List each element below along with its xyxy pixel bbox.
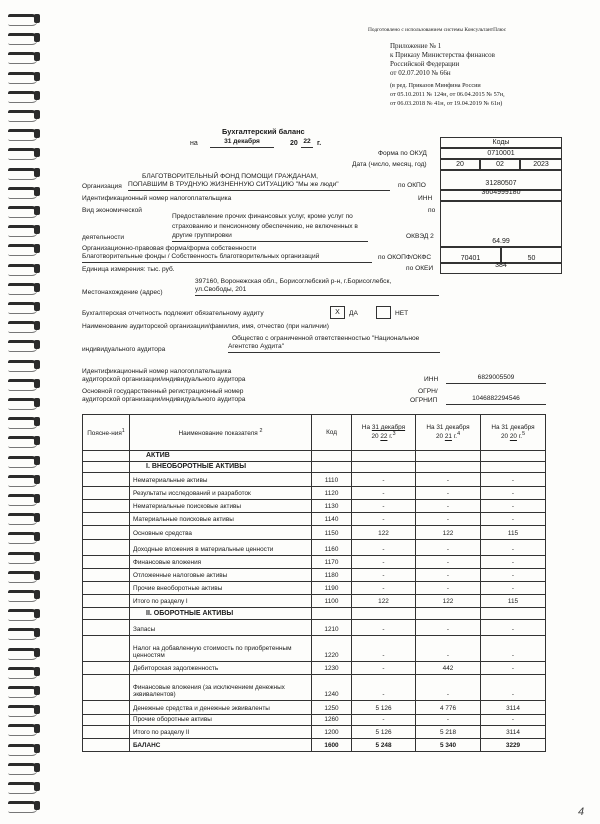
- table-row: [83, 487, 546, 500]
- activity-line2: страхованию и пенсионному обеспечению, не включенных в: [172, 223, 358, 230]
- okved-pre-label: по: [428, 207, 436, 214]
- value-2020-cell: -: [481, 569, 546, 582]
- value-2021-cell: 5 340: [416, 739, 481, 752]
- aud-inn-code-label: ИНН: [424, 376, 439, 383]
- value-2021-cell: -: [416, 556, 481, 569]
- section1-row: [83, 462, 546, 473]
- value-2022-cell: -: [352, 636, 416, 662]
- value-2021-cell: -: [416, 540, 481, 556]
- binding-ring: [8, 494, 38, 506]
- note-cell: [83, 556, 130, 569]
- value-2022-cell: 122: [352, 595, 416, 608]
- value-cell: [481, 451, 546, 462]
- note-cell: [83, 608, 130, 620]
- value-2022-cell: -: [352, 556, 416, 569]
- okei-label: по ОКЕИ: [406, 265, 434, 272]
- col-code-header: Код: [312, 415, 352, 451]
- code-cell: [312, 608, 352, 620]
- appendix-line: от 02.07.2010 № 66н: [390, 69, 451, 77]
- title-date-day: 31 декабря: [210, 138, 274, 148]
- col-year1-g: г.: [389, 433, 393, 441]
- value-2021-cell: -: [416, 513, 481, 526]
- note-cell: [83, 540, 130, 556]
- aud-inn-label-1: Идентификационный номер налогоплательщика: [82, 368, 232, 375]
- code-cell: 1110: [312, 473, 352, 487]
- okpo-label: по ОКПО: [398, 182, 426, 189]
- binding-ring: [8, 360, 38, 372]
- okopf-value: 70401: [440, 247, 501, 263]
- table-row: [83, 500, 546, 513]
- binding-ring: [8, 782, 38, 794]
- col-year2-pre: 20: [435, 433, 444, 441]
- indicator-name-cell: Финансовые вложения: [130, 556, 312, 569]
- address-line1: 397160, Воронежская обл., Борисоглебский р-н, г.Борисоглебск,: [195, 278, 392, 285]
- note-cell: [83, 500, 130, 513]
- audit-no-checkbox[interactable]: [376, 306, 391, 319]
- auditor-name-line1: Общество с ограниченной ответственностью "Национальное: [232, 335, 420, 342]
- note-cell: [83, 526, 130, 540]
- table-header-row: [83, 415, 546, 451]
- code-cell: 1140: [312, 513, 352, 526]
- col-year3-g: г.: [518, 433, 523, 441]
- col-year2-header: [416, 415, 481, 451]
- indicator-name-cell: Финансовые вложения (за исключением денежных эквивалентов): [130, 675, 312, 701]
- note-cell: [83, 620, 130, 636]
- okved-value: 64.99: [440, 201, 562, 247]
- audit-yes-checkbox[interactable]: X: [330, 306, 345, 319]
- indicator-name-cell: Нематериальные поисковые активы: [130, 500, 312, 513]
- value-cell: [481, 462, 546, 473]
- indicator-name-cell: Прочие внеоборотные активы: [130, 582, 312, 595]
- binding-ring: [8, 724, 38, 736]
- value-cell: [352, 608, 416, 620]
- value-2020-cell: 3114: [481, 726, 546, 739]
- indicator-name-cell: Итого по разделу II: [130, 726, 312, 739]
- note-cell: [83, 487, 130, 500]
- table-row: [83, 739, 546, 752]
- col-note-header: [83, 415, 130, 451]
- binding-ring: [8, 801, 38, 813]
- code-cell: 1160: [312, 540, 352, 556]
- indicator-name-cell: Дебиторская задолженность: [130, 662, 312, 675]
- value-2021-cell: 4 776: [416, 701, 481, 715]
- table-row: [83, 701, 546, 715]
- binding-ring: [8, 33, 38, 45]
- page-title: Бухгалтерский баланс: [222, 127, 305, 136]
- code-cell: 1150: [312, 526, 352, 540]
- code-cell: 1220: [312, 636, 352, 662]
- auditor-label-1: Наименование аудиторской организации/фамилия, имя, отчество (при наличии): [82, 323, 329, 330]
- value-2021-cell: -: [416, 636, 481, 662]
- code-cell: 1100: [312, 595, 352, 608]
- section2-title: II. ОБОРОТНЫЕ АКТИВЫ: [130, 608, 312, 620]
- table-row: [83, 595, 546, 608]
- audit-yes-label: ДА: [349, 310, 358, 317]
- value-2020-cell: -: [481, 582, 546, 595]
- binding-ring: [8, 513, 38, 525]
- binding-ring: [8, 571, 38, 583]
- org-name-line1: БЛАГОТВОРИТЕЛЬНЫЙ ФОНД ПОМОЩИ ГРАЖДАНАМ,: [142, 173, 318, 180]
- binding-ring: [8, 168, 38, 180]
- binding-ring: [8, 52, 38, 64]
- date-label: Дата (число, месяц, год): [352, 161, 427, 168]
- col-year2-sup: 4: [457, 431, 461, 438]
- value-2020-cell: -: [481, 620, 546, 636]
- value-2020-cell: -: [481, 556, 546, 569]
- codes-header: Коды: [440, 137, 562, 148]
- binding-ring: [8, 590, 38, 602]
- binding-ring: [8, 187, 38, 199]
- code-cell: 1230: [312, 662, 352, 675]
- value-2021-cell: -: [416, 500, 481, 513]
- value-2021-cell: -: [416, 675, 481, 701]
- value-2020-cell: 3114: [481, 701, 546, 715]
- table-row: [83, 513, 546, 526]
- binding-ring: [8, 552, 38, 564]
- section-assets-row: [83, 451, 546, 462]
- appendix-line: Приложение № 1: [390, 42, 442, 50]
- binding-ring: [8, 110, 38, 122]
- section-assets-title: АКТИВ: [130, 451, 312, 462]
- note-cell: [83, 462, 130, 473]
- inn-value: 3604999180: [440, 190, 562, 201]
- note-cell: [83, 701, 130, 715]
- value-cell: [416, 462, 481, 473]
- date-year: 2023: [520, 159, 562, 170]
- activity-label-1: Вид экономической: [82, 207, 142, 214]
- value-2022-cell: -: [352, 487, 416, 500]
- col-year3-header: [481, 415, 546, 451]
- binding-ring: [8, 705, 38, 717]
- note-cell: [83, 513, 130, 526]
- indicator-name-cell: Итого по разделу I: [130, 595, 312, 608]
- ogrn-label-2: аудиторской организации/индивидуального аудитора: [82, 396, 246, 403]
- col-year2-yr: 21: [444, 433, 452, 441]
- binding-ring: [8, 436, 38, 448]
- value-2020-cell: 115: [481, 526, 546, 540]
- value-2020-cell: -: [481, 636, 546, 662]
- aud-inn-value: 6829005509: [446, 374, 546, 384]
- section2-row: [83, 608, 546, 620]
- code-cell: [312, 451, 352, 462]
- value-2022-cell: -: [352, 662, 416, 675]
- okud-label: Форма по ОКУД: [378, 150, 427, 157]
- value-cell: [352, 462, 416, 473]
- inn-label: Идентификационный номер налогоплательщика: [82, 195, 232, 202]
- table-row: [83, 662, 546, 675]
- col-note-text: Поясне-ния: [87, 429, 122, 437]
- table-row: [83, 636, 546, 662]
- balance-table: [82, 414, 546, 752]
- value-2022-cell: -: [352, 582, 416, 595]
- ogrn-code-label-1: ОГРН/: [418, 388, 438, 395]
- col-year1-yr: 22: [380, 433, 388, 441]
- note-cell: [83, 636, 130, 662]
- value-2020-cell: 115: [481, 595, 546, 608]
- edit-note: от 06.03.2018 № 41н, от 19.04.2019 № 61н): [390, 100, 503, 107]
- value-2020-cell: -: [481, 500, 546, 513]
- value-2022-cell: -: [352, 715, 416, 726]
- table-row: [83, 715, 546, 726]
- value-2022-cell: -: [352, 513, 416, 526]
- col-year1-on: На: [361, 423, 371, 431]
- indicator-name-cell: Прочие оборотные активы: [130, 715, 312, 726]
- value-2020-cell: -: [481, 715, 546, 726]
- binding-ring: [8, 129, 38, 141]
- value-2020-cell: -: [481, 487, 546, 500]
- value-2021-cell: -: [416, 715, 481, 726]
- activity-line3: другие группировки: [172, 232, 368, 242]
- org-label: Организация: [82, 183, 122, 190]
- appendix-line: к Приказу Министерства финансов: [390, 51, 495, 59]
- table-row: [83, 540, 546, 556]
- value-2022-cell: -: [352, 620, 416, 636]
- col-name-text: Наименование показателя: [178, 429, 258, 437]
- value-2021-cell: -: [416, 569, 481, 582]
- value-2022-cell: -: [352, 473, 416, 487]
- binding-ring: [8, 475, 38, 487]
- unit-label: Единица измерения: тыс. руб.: [82, 266, 175, 273]
- activity-label-2: деятельности: [82, 234, 125, 241]
- address-line2: ул.Свободы, 201: [195, 286, 439, 296]
- binding-ring: [8, 321, 38, 333]
- binding-ring: [8, 686, 38, 698]
- code-cell: 1190: [312, 582, 352, 595]
- address-label: Местонахождение (адрес): [82, 289, 163, 296]
- value-2020-cell: -: [481, 662, 546, 675]
- value-2022-cell: -: [352, 540, 416, 556]
- table-row: [83, 473, 546, 487]
- note-cell: [83, 739, 130, 752]
- binding-ring: [8, 398, 38, 410]
- edit-note: (в ред. Приказов Минфина России: [390, 82, 481, 89]
- date-day: 20: [440, 159, 480, 170]
- value-cell: [416, 451, 481, 462]
- value-cell: [416, 608, 481, 620]
- note-cell: [83, 595, 130, 608]
- value-2021-cell: 122: [416, 526, 481, 540]
- opf-label: Организационно-правовая форма/форма собственности: [82, 245, 257, 252]
- value-2022-cell: -: [352, 500, 416, 513]
- indicator-name-cell: Запасы: [130, 620, 312, 636]
- opf-value: Благотворительные фонды / Собственность благотворительных организаций: [82, 253, 372, 263]
- value-2021-cell: 442: [416, 662, 481, 675]
- okopf-label: по ОКОПФ/ОКФС: [378, 254, 432, 261]
- binding-ring: [8, 264, 38, 276]
- col-year1-sup: 3: [392, 431, 396, 438]
- binding-ring: [8, 302, 38, 314]
- prepared-by-note: Подготовлено с использованием системы КонсультантПлюс: [368, 27, 507, 33]
- code-cell: 1180: [312, 569, 352, 582]
- indicator-name-cell: Основные средства: [130, 526, 312, 540]
- spiral-binding: [0, 0, 46, 824]
- binding-ring: [8, 91, 38, 103]
- table-row: [83, 556, 546, 569]
- binding-ring: [8, 14, 38, 26]
- code-cell: 1250: [312, 701, 352, 715]
- col-year3-pre: 20: [500, 433, 509, 441]
- auditor-label-2: индивидуального аудитора: [82, 346, 166, 353]
- note-cell: [83, 726, 130, 739]
- value-2022-cell: 122: [352, 526, 416, 540]
- indicator-name-cell: Материальные поисковые активы: [130, 513, 312, 526]
- page-number: 4: [578, 806, 585, 818]
- binding-ring: [8, 283, 38, 295]
- ogrn-value: 1046882294546: [446, 395, 546, 405]
- value-2022-cell: -: [352, 675, 416, 701]
- binding-ring: [8, 456, 38, 468]
- col-year3-yr: 20: [509, 433, 517, 441]
- code-cell: 1210: [312, 620, 352, 636]
- note-cell: [83, 662, 130, 675]
- indicator-name-cell: Результаты исследований и разработок: [130, 487, 312, 500]
- section1-title: I. ВНЕОБОРОТНЫЕ АКТИВЫ: [130, 462, 312, 473]
- okpo-value: 31280507: [440, 170, 562, 190]
- value-2021-cell: -: [416, 473, 481, 487]
- indicator-name-cell: БАЛАНС: [130, 739, 312, 752]
- okei-value: 384: [440, 263, 562, 274]
- binding-ring: [8, 206, 38, 218]
- value-2022-cell: -: [352, 569, 416, 582]
- org-name-line2: ПОПАВШИМ В ТРУДНУЮ ЖИЗНЕННУЮ СИТУАЦИЮ "Мы же люди": [128, 181, 390, 191]
- binding-ring: [8, 417, 38, 429]
- okved-label: ОКВЭД 2: [406, 233, 434, 240]
- value-2020-cell: 3229: [481, 739, 546, 752]
- code-cell: 1120: [312, 487, 352, 500]
- col-year2-g: г.: [453, 433, 458, 441]
- col-year1-header: [352, 415, 416, 451]
- audit-no-label: НЕТ: [395, 310, 409, 317]
- okfs-value: 50: [501, 247, 562, 263]
- binding-ring: [8, 72, 38, 84]
- edit-note: от 05.10.2011 № 124н, от 06.04.2015 № 57н,: [390, 91, 505, 98]
- binding-ring: [8, 340, 38, 352]
- binding-ring: [8, 379, 38, 391]
- binding-ring: [8, 744, 38, 756]
- binding-ring: [8, 763, 38, 775]
- binding-ring: [8, 148, 38, 160]
- col-year3-sup: 5: [522, 431, 526, 438]
- indicator-name-cell: Отложенные налоговые активы: [130, 569, 312, 582]
- ogrn-label-1: Основной государственный регистрационный номер: [82, 388, 244, 395]
- value-2021-cell: 122: [416, 595, 481, 608]
- col-year1-pre: 20: [371, 433, 379, 441]
- value-2020-cell: -: [481, 473, 546, 487]
- title-date-prefix: на: [190, 140, 198, 147]
- note-cell: [83, 582, 130, 595]
- binding-ring: [8, 628, 38, 640]
- value-2021-cell: 5 218: [416, 726, 481, 739]
- binding-ring: [8, 225, 38, 237]
- okud-value: 0710001: [440, 148, 562, 159]
- binding-ring: [8, 609, 38, 621]
- value-cell: [352, 451, 416, 462]
- value-2021-cell: -: [416, 487, 481, 500]
- value-2020-cell: -: [481, 513, 546, 526]
- appendix-line: Российской Федерации: [390, 60, 460, 68]
- title-year-suffix: г.: [317, 140, 322, 147]
- ogrn-code-label-2: ОГРНИП: [410, 397, 438, 404]
- col-name-sup: 2: [259, 427, 263, 434]
- title-year: 22: [301, 138, 313, 148]
- activity-line1: Предоставление прочих финансовых услуг, кроме услуг по: [172, 213, 353, 220]
- value-2021-cell: -: [416, 582, 481, 595]
- code-cell: 1200: [312, 726, 352, 739]
- aud-inn-label-2: аудиторской организации/индивидуального аудитора: [82, 376, 246, 383]
- code-cell: 1240: [312, 675, 352, 701]
- code-cell: [312, 462, 352, 473]
- binding-ring: [8, 532, 38, 544]
- table-row: [83, 569, 546, 582]
- note-cell: [83, 675, 130, 701]
- value-2022-cell: 5 248: [352, 739, 416, 752]
- indicator-name-cell: Налог на добавленную стоимость по приобретенным ценностям: [130, 636, 312, 662]
- auditor-name-line2: Агентство Аудита": [228, 343, 440, 353]
- indicator-name-cell: Доходные вложения в материальные ценности: [130, 540, 312, 556]
- col-name-header: [130, 415, 312, 451]
- code-cell: 1170: [312, 556, 352, 569]
- value-2022-cell: 5 126: [352, 701, 416, 715]
- col-note-sup: 1: [121, 427, 125, 434]
- value-2020-cell: -: [481, 675, 546, 701]
- binding-ring: [8, 667, 38, 679]
- title-year-prefix: 20: [290, 140, 298, 147]
- table-row: [83, 620, 546, 636]
- date-month: 02: [480, 159, 520, 170]
- appendix-header: [390, 42, 580, 108]
- note-cell: [83, 569, 130, 582]
- table-row: [83, 582, 546, 595]
- value-2021-cell: -: [416, 620, 481, 636]
- table-row: [83, 526, 546, 540]
- code-cell: 1600: [312, 739, 352, 752]
- code-cell: 1260: [312, 715, 352, 726]
- indicator-name-cell: Нематериальные активы: [130, 473, 312, 487]
- binding-ring: [8, 244, 38, 256]
- indicator-name-cell: Денежные средства и денежные эквиваленты: [130, 701, 312, 715]
- audit-subject-label: Бухгалтерская отчетность подлежит обязательному аудиту: [82, 310, 264, 317]
- col-year3-on: На 31 декабря: [491, 423, 535, 431]
- value-2020-cell: -: [481, 540, 546, 556]
- note-cell: [83, 451, 130, 462]
- note-cell: [83, 473, 130, 487]
- col-year2-on: На 31 декабря: [426, 423, 470, 431]
- value-2022-cell: 5 126: [352, 726, 416, 739]
- col-year1-day: 31 декабря: [371, 423, 406, 431]
- inn-code-label: ИНН: [418, 195, 433, 202]
- binding-ring: [8, 648, 38, 660]
- code-cell: 1130: [312, 500, 352, 513]
- table-row: [83, 726, 546, 739]
- table-row: [83, 675, 546, 701]
- note-cell: [83, 715, 130, 726]
- value-cell: [481, 608, 546, 620]
